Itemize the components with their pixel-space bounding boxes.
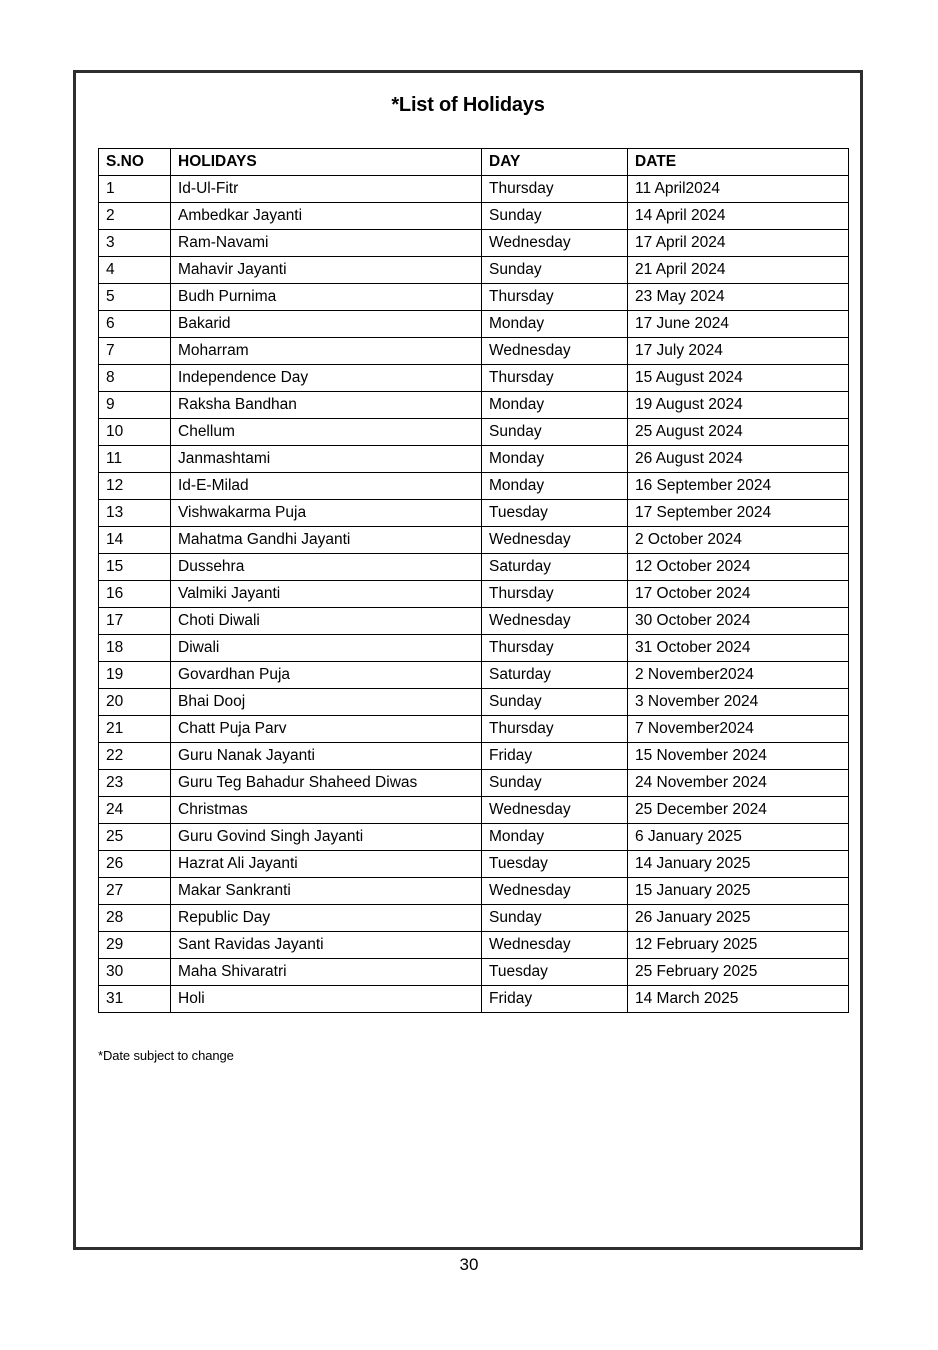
- column-header-sno: S.NO: [99, 149, 171, 176]
- column-header-holidays: HOLIDAYS: [171, 149, 482, 176]
- cell-day: Thursday: [482, 176, 628, 203]
- cell-date: 19 August 2024: [628, 392, 849, 419]
- cell-date: 11 April2024: [628, 176, 849, 203]
- cell-day: Wednesday: [482, 608, 628, 635]
- cell-sno: 3: [99, 230, 171, 257]
- cell-date: 15 August 2024: [628, 365, 849, 392]
- cell-holiday: Guru Nanak Jayanti: [171, 743, 482, 770]
- cell-holiday: Christmas: [171, 797, 482, 824]
- table-row: [99, 203, 849, 230]
- cell-sno: 17: [99, 608, 171, 635]
- cell-date: 3 November 2024: [628, 689, 849, 716]
- table-row: [99, 392, 849, 419]
- cell-day: Sunday: [482, 689, 628, 716]
- cell-holiday: Sant Ravidas Jayanti: [171, 932, 482, 959]
- cell-holiday: Guru Govind Singh Jayanti: [171, 824, 482, 851]
- table-row: [99, 635, 849, 662]
- cell-sno: 16: [99, 581, 171, 608]
- table-row: [99, 743, 849, 770]
- cell-date: 14 April 2024: [628, 203, 849, 230]
- cell-sno: 29: [99, 932, 171, 959]
- cell-holiday: Makar Sankranti: [171, 878, 482, 905]
- table-row: [99, 311, 849, 338]
- cell-day: Saturday: [482, 554, 628, 581]
- cell-holiday: Moharram: [171, 338, 482, 365]
- cell-sno: 19: [99, 662, 171, 689]
- cell-sno: 23: [99, 770, 171, 797]
- cell-sno: 18: [99, 635, 171, 662]
- table-row: [99, 689, 849, 716]
- cell-day: Tuesday: [482, 959, 628, 986]
- cell-sno: 7: [99, 338, 171, 365]
- cell-day: Thursday: [482, 365, 628, 392]
- holidays-table: [98, 148, 849, 1013]
- cell-holiday: Chatt Puja Parv: [171, 716, 482, 743]
- table-row: [99, 824, 849, 851]
- cell-holiday: Maha Shivaratri: [171, 959, 482, 986]
- table-row: [99, 797, 849, 824]
- cell-day: Thursday: [482, 581, 628, 608]
- table-header-row: [99, 149, 849, 176]
- table-row: [99, 527, 849, 554]
- cell-sno: 24: [99, 797, 171, 824]
- cell-holiday: Id-Ul-Fitr: [171, 176, 482, 203]
- cell-date: 17 July 2024: [628, 338, 849, 365]
- table-row: [99, 500, 849, 527]
- cell-sno: 10: [99, 419, 171, 446]
- cell-holiday: Mahavir Jayanti: [171, 257, 482, 284]
- cell-date: 23 May 2024: [628, 284, 849, 311]
- cell-sno: 11: [99, 446, 171, 473]
- cell-date: 25 August 2024: [628, 419, 849, 446]
- table-body: [99, 176, 849, 1013]
- cell-day: Monday: [482, 392, 628, 419]
- cell-date: 2 October 2024: [628, 527, 849, 554]
- cell-date: 25 February 2025: [628, 959, 849, 986]
- cell-sno: 5: [99, 284, 171, 311]
- table-row: [99, 959, 849, 986]
- cell-sno: 4: [99, 257, 171, 284]
- cell-holiday: Valmiki Jayanti: [171, 581, 482, 608]
- cell-date: 17 October 2024: [628, 581, 849, 608]
- cell-day: Sunday: [482, 419, 628, 446]
- table-row: [99, 446, 849, 473]
- cell-sno: 2: [99, 203, 171, 230]
- table-row: [99, 176, 849, 203]
- cell-holiday: Diwali: [171, 635, 482, 662]
- cell-sno: 25: [99, 824, 171, 851]
- cell-sno: 14: [99, 527, 171, 554]
- table-row: [99, 581, 849, 608]
- column-header-date: DATE: [628, 149, 849, 176]
- cell-date: 15 November 2024: [628, 743, 849, 770]
- cell-date: 15 January 2025: [628, 878, 849, 905]
- cell-holiday: Ram-Navami: [171, 230, 482, 257]
- cell-day: Thursday: [482, 284, 628, 311]
- cell-date: 26 January 2025: [628, 905, 849, 932]
- cell-sno: 28: [99, 905, 171, 932]
- cell-date: 14 March 2025: [628, 986, 849, 1013]
- cell-holiday: Bhai Dooj: [171, 689, 482, 716]
- cell-day: Monday: [482, 824, 628, 851]
- table-row: [99, 932, 849, 959]
- cell-day: Thursday: [482, 716, 628, 743]
- cell-day: Tuesday: [482, 851, 628, 878]
- cell-day: Tuesday: [482, 500, 628, 527]
- cell-sno: 31: [99, 986, 171, 1013]
- cell-day: Sunday: [482, 203, 628, 230]
- cell-sno: 22: [99, 743, 171, 770]
- cell-date: 21 April 2024: [628, 257, 849, 284]
- cell-holiday: Vishwakarma Puja: [171, 500, 482, 527]
- table-row: [99, 419, 849, 446]
- cell-sno: 13: [99, 500, 171, 527]
- page-border-frame: [73, 70, 863, 1250]
- cell-holiday: Budh Purnima: [171, 284, 482, 311]
- cell-sno: 30: [99, 959, 171, 986]
- cell-day: Monday: [482, 473, 628, 500]
- cell-date: 25 December 2024: [628, 797, 849, 824]
- table-row: [99, 365, 849, 392]
- cell-sno: 1: [99, 176, 171, 203]
- cell-sno: 26: [99, 851, 171, 878]
- table-row: [99, 986, 849, 1013]
- cell-day: Wednesday: [482, 878, 628, 905]
- cell-date: 14 January 2025: [628, 851, 849, 878]
- cell-date: 24 November 2024: [628, 770, 849, 797]
- cell-day: Wednesday: [482, 932, 628, 959]
- cell-date: 12 October 2024: [628, 554, 849, 581]
- page-number: 30: [459, 1255, 479, 1274]
- table-row: [99, 662, 849, 689]
- table-row: [99, 905, 849, 932]
- cell-holiday: Id-E-Milad: [171, 473, 482, 500]
- cell-holiday: Dussehra: [171, 554, 482, 581]
- cell-holiday: Holi: [171, 986, 482, 1013]
- cell-sno: 6: [99, 311, 171, 338]
- cell-date: 17 June 2024: [628, 311, 849, 338]
- cell-date: 26 August 2024: [628, 446, 849, 473]
- cell-holiday: Republic Day: [171, 905, 482, 932]
- cell-day: Monday: [482, 446, 628, 473]
- cell-date: 30 October 2024: [628, 608, 849, 635]
- cell-sno: 8: [99, 365, 171, 392]
- cell-sno: 27: [99, 878, 171, 905]
- table-row: [99, 257, 849, 284]
- cell-sno: 9: [99, 392, 171, 419]
- page-title: *List of Holidays: [391, 94, 545, 116]
- table-row: [99, 878, 849, 905]
- cell-holiday: Mahatma Gandhi Jayanti: [171, 527, 482, 554]
- table-row: [99, 338, 849, 365]
- cell-day: Thursday: [482, 635, 628, 662]
- cell-day: Friday: [482, 986, 628, 1013]
- cell-date: 17 April 2024: [628, 230, 849, 257]
- cell-day: Wednesday: [482, 527, 628, 554]
- cell-holiday: Govardhan Puja: [171, 662, 482, 689]
- cell-holiday: Raksha Bandhan: [171, 392, 482, 419]
- cell-day: Sunday: [482, 770, 628, 797]
- cell-sno: 12: [99, 473, 171, 500]
- cell-day: Saturday: [482, 662, 628, 689]
- cell-holiday: Choti Diwali: [171, 608, 482, 635]
- table-row: [99, 608, 849, 635]
- cell-date: 31 October 2024: [628, 635, 849, 662]
- cell-holiday: Bakarid: [171, 311, 482, 338]
- cell-sno: 15: [99, 554, 171, 581]
- cell-holiday: Janmashtami: [171, 446, 482, 473]
- table-row: [99, 554, 849, 581]
- cell-holiday: Independence Day: [171, 365, 482, 392]
- cell-sno: 21: [99, 716, 171, 743]
- cell-day: Monday: [482, 311, 628, 338]
- cell-date: 17 September 2024: [628, 500, 849, 527]
- cell-holiday: Chellum: [171, 419, 482, 446]
- cell-sno: 20: [99, 689, 171, 716]
- column-header-day: DAY: [482, 149, 628, 176]
- cell-day: Wednesday: [482, 230, 628, 257]
- cell-date: 12 February 2025: [628, 932, 849, 959]
- table-row: [99, 284, 849, 311]
- table-row: [99, 473, 849, 500]
- cell-day: Wednesday: [482, 797, 628, 824]
- cell-date: 7 November2024: [628, 716, 849, 743]
- table-row: [99, 230, 849, 257]
- table-row: [99, 716, 849, 743]
- footnote: *Date subject to change: [98, 1048, 234, 1063]
- cell-day: Wednesday: [482, 338, 628, 365]
- cell-holiday: Hazrat Ali Jayanti: [171, 851, 482, 878]
- cell-day: Sunday: [482, 905, 628, 932]
- table-row: [99, 770, 849, 797]
- cell-day: Sunday: [482, 257, 628, 284]
- cell-day: Friday: [482, 743, 628, 770]
- table-row: [99, 851, 849, 878]
- cell-date: 16 September 2024: [628, 473, 849, 500]
- cell-holiday: Guru Teg Bahadur Shaheed Diwas: [171, 770, 482, 797]
- cell-date: 2 November2024: [628, 662, 849, 689]
- cell-date: 6 January 2025: [628, 824, 849, 851]
- table-header: [99, 149, 849, 176]
- cell-holiday: Ambedkar Jayanti: [171, 203, 482, 230]
